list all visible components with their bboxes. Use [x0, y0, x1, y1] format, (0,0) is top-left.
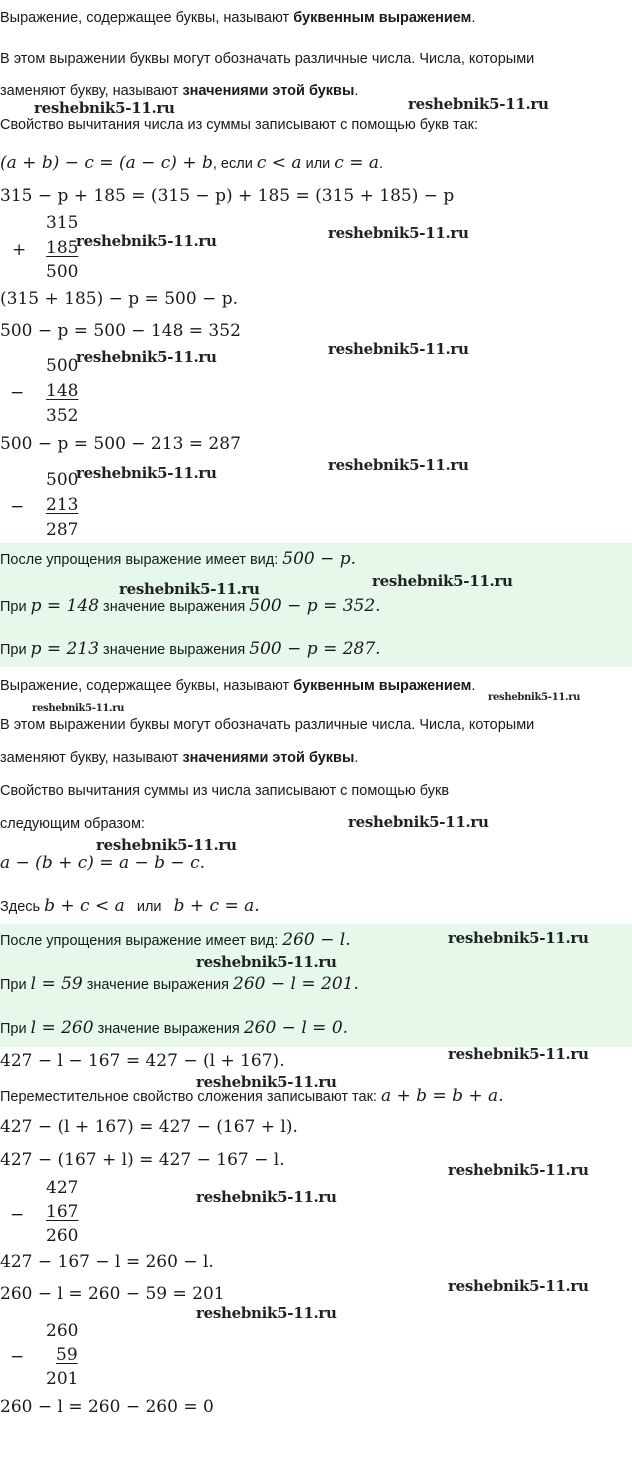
- watermark: reshebnik5-11.ru: [372, 572, 513, 590]
- equation: 260 − l = 260 − 260 = 0: [0, 1397, 214, 1417]
- equation: 427 − (l + 167) = 427 − (167 + l).: [0, 1117, 298, 1137]
- definition-line: Выражение, содержащее буквы, называют буквенным выражением.: [0, 10, 476, 26]
- column-operand: 148: [46, 381, 79, 401]
- watermark: reshebnik5-11.ru: [328, 456, 469, 474]
- answer-line: При p = 213 значение выражения 500 − p = 287.: [0, 639, 381, 659]
- watermark: reshebnik5-11.ru: [96, 836, 237, 854]
- column-result: 260: [46, 1226, 79, 1246]
- column-operator: −: [10, 383, 25, 403]
- column-operand: 500: [46, 470, 79, 490]
- watermark: reshebnik5-11.ru: [34, 99, 175, 117]
- watermark: reshebnik5-11.ru: [448, 929, 589, 947]
- property-line: Свойство вычитания числа из суммы записывают с помощью букв так:: [0, 117, 478, 133]
- column-operand: 59: [56, 1345, 78, 1365]
- watermark: reshebnik5-11.ru: [348, 813, 489, 831]
- watermark: reshebnik5-11.ru: [488, 692, 581, 703]
- column-operator: +: [12, 240, 27, 260]
- property-formula: (a + b) − c = (a − c) + b, если c < a или c = a.: [0, 153, 384, 173]
- answer-line: После упрощения выражение имеет вид: 260 − l.: [0, 930, 351, 950]
- watermark: reshebnik5-11.ru: [76, 348, 217, 366]
- watermark: reshebnik5-11.ru: [76, 464, 217, 482]
- column-operand: 500: [46, 356, 79, 376]
- watermark: reshebnik5-11.ru: [32, 703, 125, 714]
- answer-line: После упрощения выражение имеет вид: 500 − p.: [0, 549, 357, 569]
- column-result: 500: [46, 262, 79, 282]
- column-operand: 185: [46, 238, 79, 258]
- equation: 427 − 167 − l = 260 − l.: [0, 1252, 214, 1272]
- property-line: Свойство вычитания суммы из числа записывают с помощью букв: [0, 783, 450, 799]
- column-result: 201: [46, 1369, 79, 1389]
- equation: 427 − (167 + l) = 427 − 167 − l.: [0, 1150, 285, 1170]
- watermark: reshebnik5-11.ru: [328, 340, 469, 358]
- watermark: reshebnik5-11.ru: [448, 1045, 589, 1063]
- column-result: 287: [46, 520, 79, 540]
- watermark: reshebnik5-11.ru: [408, 95, 549, 113]
- equation: 500 − p = 500 − 213 = 287: [0, 434, 241, 454]
- property-line: следующим образом:: [0, 816, 145, 832]
- watermark: reshebnik5-11.ru: [119, 580, 260, 598]
- watermark: reshebnik5-11.ru: [196, 1188, 337, 1206]
- watermark: reshebnik5-11.ru: [196, 1304, 337, 1322]
- watermark: reshebnik5-11.ru: [448, 1161, 589, 1179]
- column-operator: −: [10, 1347, 25, 1367]
- watermark: reshebnik5-11.ru: [76, 232, 217, 250]
- column-operand: 260: [46, 1321, 79, 1341]
- answer-line: При p = 148 значение выражения 500 − p = 352.: [0, 596, 381, 616]
- answer-line: При l = 59 значение выражения 260 − l = 201.: [0, 974, 359, 994]
- variable-line-1: В этом выражении буквы могут обозначать различные числа. Числа, которыми: [0, 717, 535, 733]
- column-operator: −: [10, 497, 25, 517]
- condition-line: Здесь b + c < a или b + c = a.: [0, 896, 260, 916]
- answer-line: При l = 260 значение выражения 260 − l = 0.: [0, 1018, 349, 1038]
- column-operand: 167: [46, 1202, 79, 1222]
- property-formula: a − (b + c) = a − b − c.: [0, 853, 206, 873]
- variable-line-1: В этом выражении буквы могут обозначать различные числа. Числа, которыми: [0, 51, 535, 67]
- watermark: reshebnik5-11.ru: [448, 1277, 589, 1295]
- equation: 427 − l − 167 = 427 − (l + 167).: [0, 1051, 285, 1071]
- definition-line: Выражение, содержащее буквы, называют буквенным выражением.: [0, 678, 476, 694]
- equation: 500 − p = 500 − 148 = 352: [0, 321, 241, 341]
- column-operand: 315: [46, 213, 79, 233]
- equation: 260 − l = 260 − 59 = 201: [0, 1284, 225, 1304]
- equation: 315 − p + 185 = (315 − p) + 185 = (315 + 185) − p: [0, 186, 455, 206]
- watermark: reshebnik5-11.ru: [328, 224, 469, 242]
- watermark: reshebnik5-11.ru: [196, 953, 337, 971]
- column-result: 352: [46, 406, 79, 426]
- equation: (315 + 185) − p = 500 − p.: [0, 289, 238, 309]
- commutative-line: Переместительное свойство сложения записывают так: a + b = b + a.: [0, 1086, 504, 1106]
- column-operand: 213: [46, 495, 79, 515]
- column-operator: −: [10, 1205, 25, 1225]
- variable-line-2: заменяют букву, называют значениями этой буквы.: [0, 83, 359, 99]
- watermark: reshebnik5-11.ru: [196, 1073, 337, 1091]
- column-operand: 427: [46, 1178, 79, 1198]
- variable-line-2: заменяют букву, называют значениями этой буквы.: [0, 750, 359, 766]
